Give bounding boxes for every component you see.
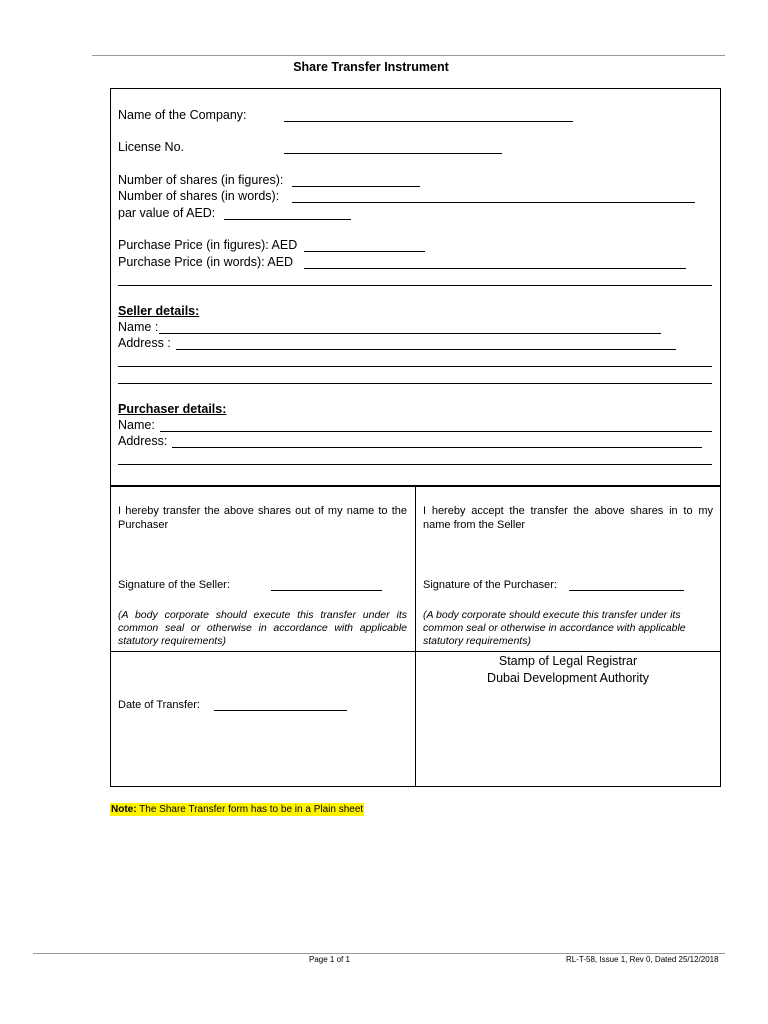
license-label: License No.: [118, 140, 185, 154]
note-text: The Share Transfer form has to be in a Plain sheet: [139, 804, 364, 815]
shares-words-field[interactable]: [292, 202, 695, 203]
seller-statement: I hereby transfer the above shares out of my name to the Purchaser: [118, 505, 407, 531]
stamp-line-2: Dubai Development Authority: [487, 671, 649, 685]
seller-name-field[interactable]: [159, 333, 661, 334]
company-name-label: Name of the Company:: [118, 108, 247, 122]
purchaser-statement: I hereby accept the transfer the above shares in to my name from the Seller: [423, 505, 713, 531]
seller-name-label: Name :: [118, 320, 159, 334]
footer-rule: [33, 953, 725, 954]
shares-figures-label: Number of shares (in figures):: [118, 173, 284, 187]
header-rule: [92, 55, 725, 56]
purchaser-address-label: Address:: [118, 434, 168, 448]
price-words-field[interactable]: [304, 268, 686, 269]
shares-words-label: Number of shares (in words):: [118, 189, 280, 203]
purchaser-signature-label: Signature of the Purchaser:: [423, 579, 557, 591]
note-label: Note:: [111, 804, 137, 815]
seller-address-field[interactable]: [176, 349, 676, 350]
price-figures-label: Purchase Price (in figures): AED: [118, 238, 298, 252]
seller-corporate-note: (A body corporate should execute this transfer under its common seal or otherwise in accordance with applicable statutory requirements): [118, 609, 407, 647]
document-title: Share Transfer Instrument: [293, 60, 449, 74]
purchaser-signature-field[interactable]: [569, 590, 684, 591]
price-words-field-continued[interactable]: [118, 285, 712, 286]
shares-figures-field[interactable]: [292, 186, 420, 187]
document-reference: RL-T-58, Issue 1, Rev 0, Dated 25/12/2018: [566, 955, 719, 964]
license-field[interactable]: [284, 153, 502, 154]
par-value-label: par value of AED:: [118, 206, 216, 220]
par-value-field[interactable]: [224, 219, 351, 220]
table-horizontal-divider: [110, 651, 721, 652]
seller-address-field-2[interactable]: [118, 366, 712, 367]
purchaser-heading: Purchaser details:: [118, 402, 227, 416]
stamp-line-1: Stamp of Legal Registrar: [498, 654, 638, 668]
date-of-transfer-field[interactable]: [214, 710, 347, 711]
purchaser-name-field[interactable]: [160, 431, 712, 432]
date-of-transfer-label: Date of Transfer:: [118, 699, 200, 711]
page-number: Page 1 of 1: [309, 955, 350, 964]
plain-sheet-note: [110, 803, 364, 816]
price-figures-field[interactable]: [304, 251, 425, 252]
purchaser-name-label: Name:: [118, 418, 155, 432]
seller-address-label: Address :: [118, 336, 171, 350]
price-words-label: Purchase Price (in words): AED: [118, 255, 294, 269]
table-vertical-divider: [415, 486, 416, 787]
company-name-field[interactable]: [284, 121, 573, 122]
seller-signature-label: Signature of the Seller:: [118, 579, 230, 591]
seller-heading: Seller details:: [118, 304, 200, 318]
purchaser-address-field[interactable]: [172, 447, 702, 448]
purchaser-address-field-2[interactable]: [118, 464, 712, 465]
seller-signature-field[interactable]: [271, 590, 382, 591]
details-box: [110, 88, 721, 486]
seller-address-field-3[interactable]: [118, 383, 712, 384]
purchaser-corporate-note: (A body corporate should execute this transfer under its common seal or otherwise in accordance with applicable statutory requirements): [423, 609, 686, 647]
